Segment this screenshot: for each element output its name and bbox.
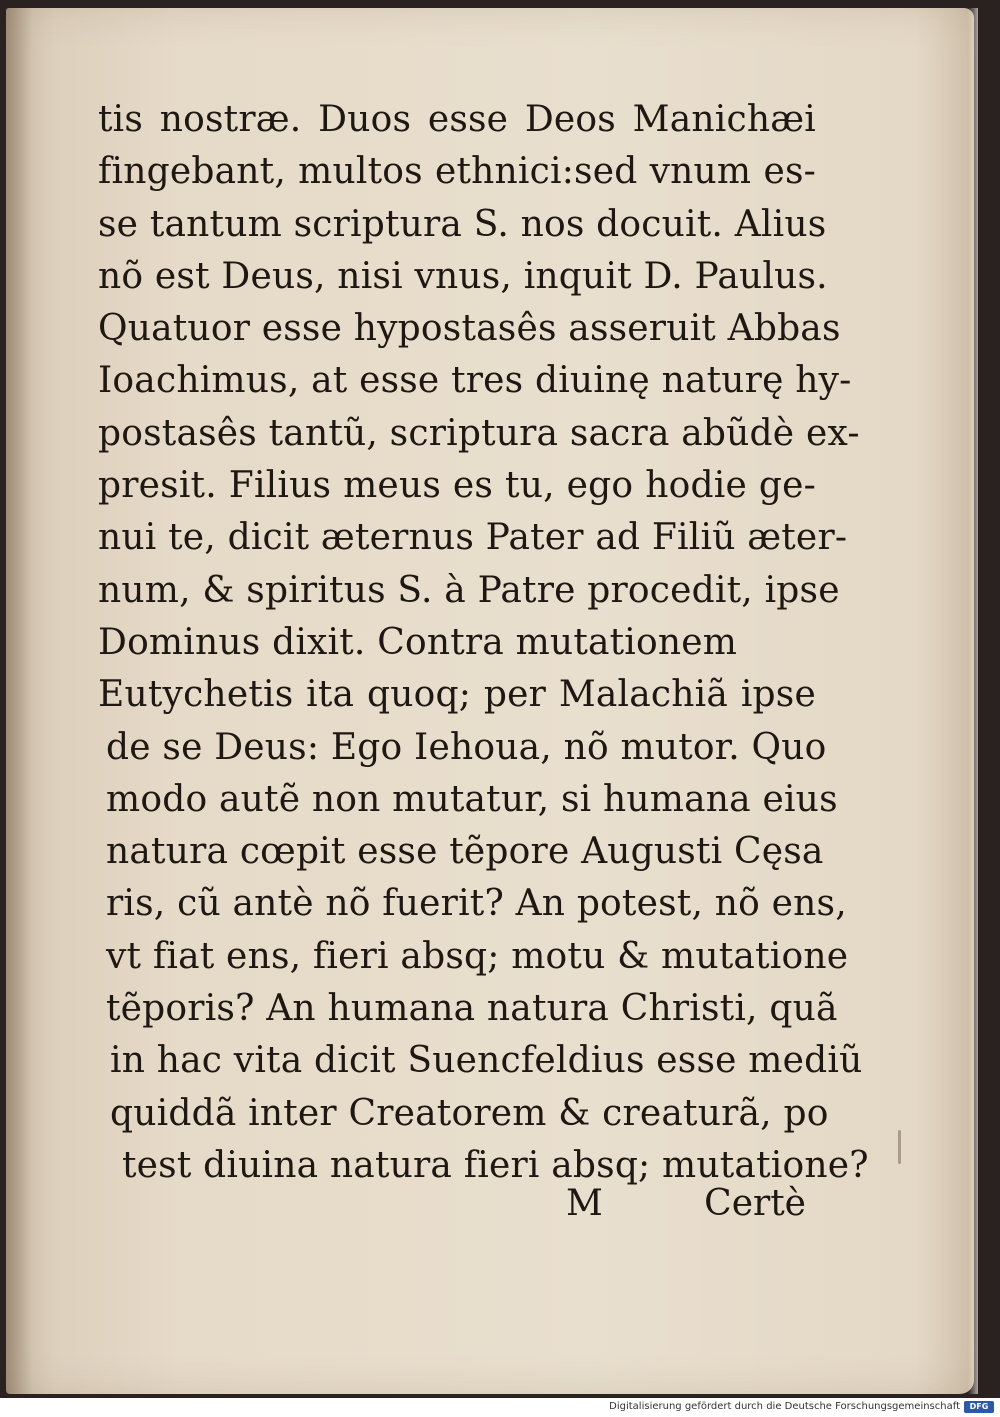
digitization-footer xyxy=(0,1398,1000,1417)
page-footer-marks xyxy=(560,1178,806,1230)
text-line: Eutychetis ita quoq; per Malachiã ipse xyxy=(98,674,816,716)
text-line: modo autẽ non mutatur, si humana eius xyxy=(106,778,838,820)
text-line: se tantum scriptura S. nos docuit. Alius xyxy=(98,203,827,245)
text-line: tis nostræ. Duos esse Deos Manichæi xyxy=(98,99,816,140)
text-line: Quatuor esse hypostasês asseruit Abbas xyxy=(98,308,841,350)
text-line: quiddã inter Creatorem & creaturã, po xyxy=(110,1092,829,1134)
text-line: Dominus dixit. Contra mutationem xyxy=(98,621,738,663)
text-line: tẽporis? An humana natura Christi, quã xyxy=(106,988,838,1030)
page-text-block xyxy=(96,94,869,1192)
text-line: nui te, dicit æternus Pater ad Filiũ æter- xyxy=(98,517,848,559)
text-line: postasês tantũ, scriptura sacra abũdè ex- xyxy=(98,412,860,454)
text-line: num, & spiritus S. à Patre procedit, ipse xyxy=(98,569,840,611)
text-line: fingebant, multos ethnici:sed vnum es- xyxy=(98,151,816,193)
text-line: test diuina natura fieri absq; mutatione? xyxy=(122,1144,869,1186)
catchword: Certè xyxy=(704,1183,806,1224)
ink-blemish xyxy=(898,1130,901,1164)
signature-mark: M xyxy=(566,1183,603,1224)
funding-credit: Digitalisierung gefördert durch die Deutsche Forschungsgemeinschaft xyxy=(609,1401,960,1412)
text-line: vt fiat ens, fieri absq; motu & mutatione xyxy=(106,935,849,977)
text-line: presit. Filius meus es tu, ego hodie ge- xyxy=(98,465,816,507)
text-line: nõ est Deus, nisi vnus, inquit D. Paulus. xyxy=(98,255,828,297)
dfg-logo: DFG xyxy=(964,1401,994,1413)
text-line: in hac vita dicit Suencfeldius esse mediũ xyxy=(110,1040,863,1082)
text-line: natura cœpit esse tẽpore Augusti Cęsa xyxy=(106,831,824,873)
text-line: de se Deus: Ego Iehoua, nõ mutor. Quo xyxy=(106,726,827,768)
text-line: ris, cũ antè nõ fuerit? An potest, nõ ens, xyxy=(106,883,847,925)
text-line: Ioachimus, at esse tres diuinę naturę hy- xyxy=(98,360,852,402)
